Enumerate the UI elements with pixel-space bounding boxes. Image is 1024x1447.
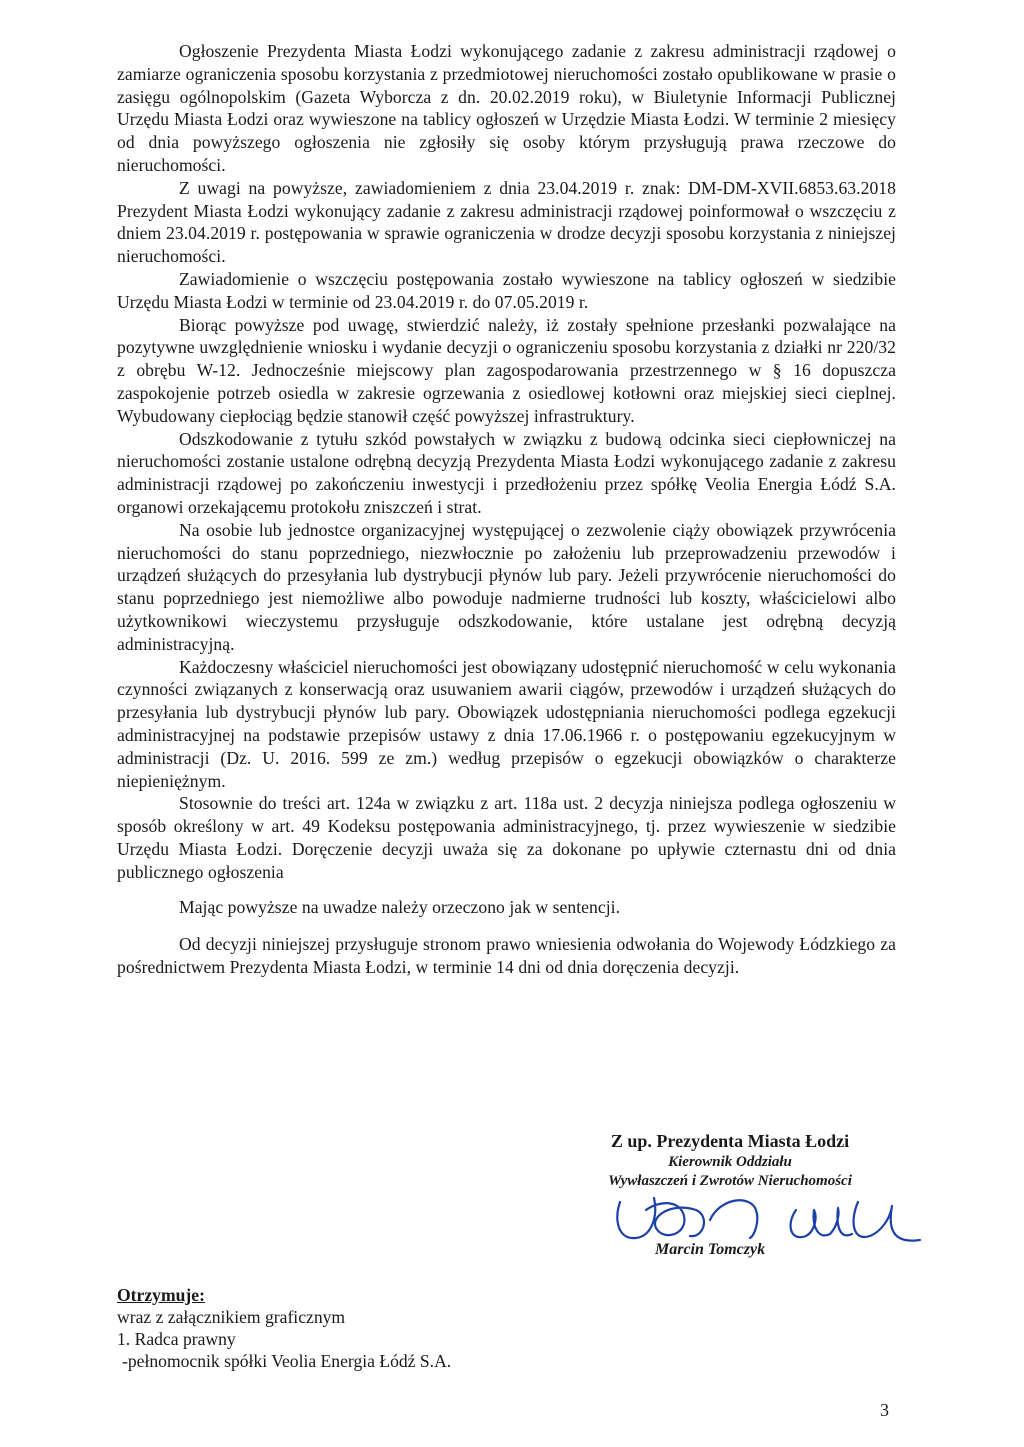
paragraph-publication: Stosownie do treści art. 124a w związku z art. 118a ust. 2 decyzja niniejsza podlega ogłoszeniu w sposób określony w art. 49 Kodeksu postępowania administracyjnego, tj. przez wywieszenie w siedzibie Urzędu Miasta Łodzi. Doręczenie decyzji uważa się za dokonane po upływie czternastu dni od dnia publicznego ogłoszenia: [117, 793, 896, 882]
paragraph-posting: Zawiadomienie o wszczęciu postępowania zostało wywieszone na tablicy ogłoszeń w siedzibie Urzędu Miasta Łodzi w terminie od 23.04.2019 r. do 07.05.2019 r.: [117, 268, 896, 312]
paragraph-restoration: Na osobie lub jednostce organizacyjnej występującej o zezwolenie ciąży obowiązek przywrócenia nieruchomości do stanu poprzedniego, niezwłocznie po założeniu lub przeprowadzeniu przewodów i urządzeń służących do przesyłania lub dystrybucji płynów lub pary. Jeżeli przywrócenie nieruchomości do stanu poprzedniego jest niemożliwe albo powoduje nadmierne trudności lub koszty, właścicielowi albo użytkownikowi wieczystemu przysługuje odszkodowanie, które ustalane jest odrębną decyzją administracyjną.: [117, 519, 896, 654]
paragraph-justification: Biorąc powyższe pod uwagę, stwierdzić należy, iż zostały spełnione przesłanki pozwalające na pozytywne uwzględnienie wniosku i wydanie decyzji o ograniczeniu sposobu korzystania z działki nr 220/32 z obrębu W-12. Jednocześnie miejscowy plan zagospodarowania przestrzennego w § 16 dopuszcza zaspokojenie potrzeb osiedla w zakresie ogrzewania z osiedlowej kotłowni oraz miejskiej sieci cieplnej. Wybudowany ciepłociąg będzie stanowił część powyższej infrastruktury.: [117, 314, 896, 426]
recipients-note: wraz z załącznikiem graficznym: [117, 1307, 346, 1327]
paragraph-appeal: Od decyzji niniejszej przysługuje stronom prawo wniesienia odwołania do Wojewody Łódzkiego za pośrednictwem Prezydenta Miasta Łodzi, w terminie 14 dni od dnia doręczenia decyzji.: [117, 934, 896, 978]
signature-department: Wywłaszczeń i Zwrotów Nieruchomości: [608, 1173, 852, 1189]
document-body: [117, 40, 896, 979]
recipients-section: [117, 1284, 451, 1372]
recipients-heading: Otrzymuje:: [117, 1285, 205, 1305]
paragraph-notification: Z uwagi na powyższe, zawiadomieniem z dnia 23.04.2019 r. znak: DM-DM-XVII.6853.63.2018 Prezydent Miasta Łodzi wykonujący zadanie z zakresu administracji rządowej poinformował o wszczęciu z dniem 23.04.2019 r. postępowania w sprawie ograniczenia w drodze decyzji sposobu korzystania z niniejszej nieruchomości.: [117, 177, 896, 267]
paragraph-conclusion: Mając powyższe na uwadze należy orzeczono jak w sentencji.: [179, 897, 621, 918]
page-number: 3: [880, 1400, 889, 1420]
recipient-detail: -pełnomocnik spółki Veolia Energia Łódź S.A.: [122, 1351, 452, 1371]
signature-role: Kierownik Oddziału: [668, 1154, 792, 1170]
paragraph-access-obligation: Każdoczesny właściciel nieruchomości jest obowiązany udostępnić nieruchomość w celu wykonania czynności związanych z konserwacją oraz usuwaniem awarii ciągów, przewodów i urządzeń służących do przesyłania lub dystrybucji płynów lub pary. Obowiązek udostępniania nieruchomości podlega egzekucji administracyjnej na podstawie przepisów ustawy z dnia 17.06.1966 r. o postępowaniu egzekucyjnym w administracji (Dz. U. 2016. 599 ze zm.) według przepisów o egzekucji obowiązków o charakterze niepieniężnym.: [117, 656, 896, 791]
signature-title: Z up. Prezydenta Miasta Łodzi: [610, 1131, 850, 1151]
signature-name: Marcin Tomczyk: [655, 1241, 766, 1258]
paragraph-announcement: Ogłoszenie Prezydenta Miasta Łodzi wykonującego zadanie z zakresu administracji rządowej o zamiarze ograniczenia sposobu korzystania z przedmiotowej nieruchomości zostało opublikowane w prasie o zasięgu ogólnopolskim (Gazeta Wyborcza z dn. 20.02.2019 roku), w Biuletynie Informacji Publicznej Urzędu Miasta Łodzi oraz wywieszone na tablicy ogłoszeń w Urzędzie Miasta Łodzi. W terminie 2 miesięcy od dnia powyższego ogłoszenia nie zgłosiły się osoby którym przysługują prawa rzeczowe do nieruchomości.: [117, 41, 896, 175]
paragraph-compensation: Odszkodowanie z tytułu szkód powstałych w związku z budową odcinka sieci ciepłowniczej na nieruchomości zostanie ustalone odrębną decyzją Prezydenta Miasta Łodzi wykonującego zadanie z zakresu administracji rządowej po zakończeniu inwestycji i przedłożeniu przez spółkę Veolia Energia Łódź S.A. organowi orzekającemu protokołu zniszczeń i strat.: [117, 428, 896, 517]
recipient-item: 1. Radca prawny: [117, 1329, 236, 1349]
